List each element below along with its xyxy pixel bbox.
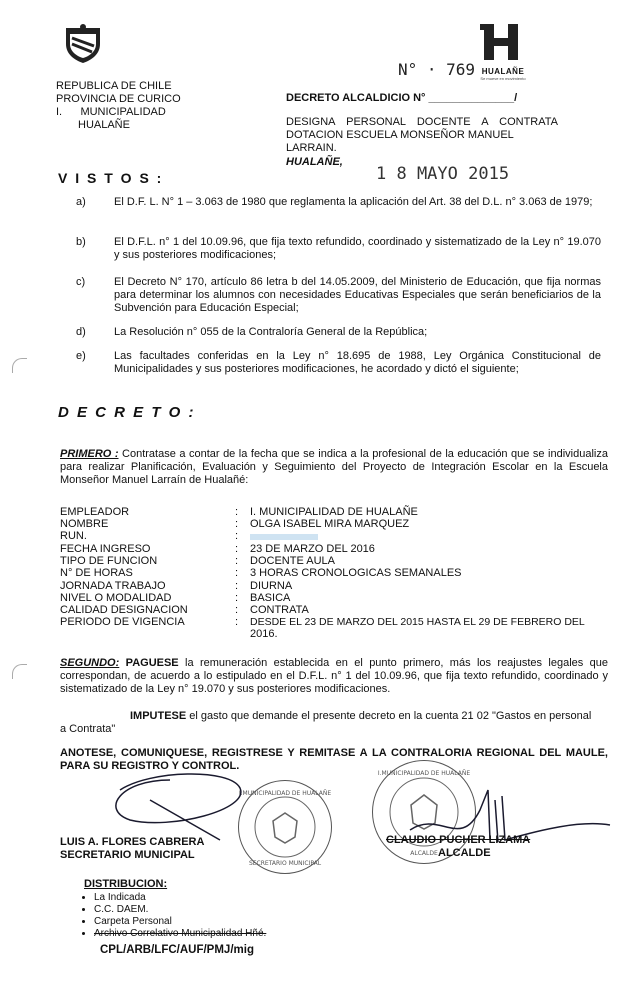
- segundo-text: la remuneración establecida en el punto primero, más los reajustes legales que correspondan, de acuerdo a lo estipulado en el D.F.L. n° 1 del 10.09.96, que fija texto refundido, coordinado y sistematizado de la Ley n° 19.070 y sus posteriores modificaciones.: [60, 657, 609, 695]
- svg-text:I.MUNICIPALIDAD DE HUALAÑE: I.MUNICIPALIDAD DE HUALAÑE: [377, 770, 471, 777]
- subject-line: DESIGNA PERSONAL DOCENTE A CONTRATA: [286, 116, 558, 128]
- municipal-crest-icon: [62, 22, 104, 64]
- primero-paragraph: [60, 448, 608, 487]
- item-letter: b): [76, 236, 86, 248]
- scan-mark: [12, 664, 27, 679]
- imputese-paragraph: [60, 710, 600, 736]
- scan-mark: [12, 358, 27, 373]
- issuer-line: I. MUNICIPALIDAD: [56, 106, 166, 118]
- decree-subject: [286, 116, 558, 155]
- distribucion-item: • La Indicada: [94, 892, 266, 904]
- signatory-right: [386, 834, 530, 860]
- segundo-verb: PAGUESE: [125, 657, 179, 669]
- vistos-title: V I S T O S :: [58, 170, 164, 186]
- redacted-run: [250, 534, 318, 540]
- field-key: RUN.: [60, 530, 87, 542]
- item-text: La Resolución n° 055 de la Contraloría General de la República;: [114, 326, 428, 338]
- item-text: El D.F. L. N° 1 – 3.063 de 1980 que reglamenta la aplicación del Art. 38 del D.L. n° 3.063 de 1979;: [114, 196, 593, 208]
- svg-text:ALCALDE: ALCALDE: [410, 850, 438, 857]
- segundo-paragraph: [60, 657, 608, 696]
- item-text: Las facultades conferidas en la Ley n° 18.695 de 1988, Ley Orgánica Constitucional de Municipalidades y sus posteriores modificaciones, he acordado y dictó el siguiente;: [114, 350, 601, 375]
- svg-text:I.MUNICIPALIDAD DE HUALAÑE: I.MUNICIPALIDAD DE HUALAÑE: [239, 790, 331, 797]
- item-letter: a): [76, 196, 86, 208]
- imputese-text: el gasto que demande el presente decreto en la cuenta 21 02 "Gastos en personal a Contrata": [60, 710, 592, 735]
- field-value: CONTRATA: [250, 604, 309, 616]
- field-value: 3 HORAS CRONOLOGICAS SEMANALES: [250, 567, 462, 579]
- field-key: TIPO DE FUNCION: [60, 555, 158, 567]
- hualane-logo: [478, 22, 528, 81]
- item-letter: d): [76, 326, 86, 338]
- hualane-h-icon: [478, 22, 528, 62]
- item-text: El Decreto N° 170, artículo 86 letra b del 14.05.2009, del Ministerio de Educación, que fija normas para determinar los alumnos con necesidades Educativas Especiales que serán beneficiarios de la Subvención para Educación Especial;: [114, 276, 601, 314]
- signatory-left-title: SECRETARIO MUNICIPAL: [60, 849, 195, 861]
- field-key: N° DE HORAS: [60, 567, 133, 579]
- decree-number-label: DECRETO ALCALDICIO N° ______________/: [286, 92, 518, 104]
- date-stamp: 1 8 MAYO 2015: [376, 164, 510, 184]
- imputese-verb: IMPUTESE: [130, 710, 187, 722]
- issuer-line: REPUBLICA DE CHILE: [56, 80, 172, 92]
- field-value: OLGA ISABEL MIRA MARQUEZ: [250, 518, 410, 530]
- distribucion-item: • Carpeta Personal: [94, 916, 266, 928]
- segundo-label: SEGUNDO:: [60, 657, 120, 669]
- field-value: DIURNA: [250, 580, 293, 592]
- initials: CPL/ARB/LFC/AUF/PMJ/mig: [100, 944, 254, 956]
- field-value: 2016.: [250, 628, 278, 640]
- subject-line: DOTACION ESCUELA MONSEÑOR MANUEL LARRAIN.: [286, 129, 514, 154]
- handwritten-decree-number: N° · 769: [398, 60, 476, 79]
- field-key: JORNADA TRABAJO: [60, 580, 166, 592]
- field-value: DOCENTE AULA: [250, 555, 335, 567]
- signatory-left: [60, 836, 204, 862]
- signatory-right-name: CLAUDIO PUCHER LIZAMA: [386, 834, 531, 846]
- distribucion-item: • C.C. DAEM.: [94, 904, 266, 916]
- place-label: HUALAÑE,: [286, 156, 343, 168]
- issuer-block: [56, 80, 181, 132]
- field-value: 23 DE MARZO DEL 2016: [250, 543, 375, 555]
- field-key: FECHA INGRESO: [60, 543, 151, 555]
- distribucion-list: [70, 892, 266, 940]
- decreto-title: D E C R E T O :: [58, 404, 196, 421]
- primero-label: PRIMERO :: [60, 448, 119, 460]
- anotese-paragraph: ANOTESE, COMUNIQUESE, REGISTRESE Y REMITASE A LA CONTRALORIA REGIONAL DEL MAULE, PARA SU REGISTRO Y CONTROL.: [60, 747, 608, 772]
- item-text: El D.F.L. n° 1 del 10.09.96, que fija texto refundido, coordinado y sistematizado de la Ley n° 19.070 y sus posteriores modificaciones;: [114, 236, 601, 261]
- field-key: PERIODO DE VIGENCIA: [60, 616, 185, 628]
- logo-text: HUALAÑE: [481, 67, 525, 76]
- svg-text:SECRETARIO MUNICIPAL: SECRETARIO MUNICIPAL: [248, 860, 322, 867]
- field-key: NOMBRE: [60, 518, 109, 530]
- item-letter: e): [76, 350, 86, 362]
- field-key: CALIDAD DESIGNACION: [60, 604, 188, 616]
- distribucion-title: DISTRIBUCION:: [84, 878, 168, 890]
- distribucion-item: • Archivo Correlativo Municipalidad Hñé.: [94, 928, 266, 940]
- logo-tagline: Se mueve en movimiento: [480, 76, 526, 81]
- field-key: NIVEL O MODALIDAD: [60, 592, 172, 604]
- issuer-line: HUALAÑE: [78, 119, 130, 131]
- signatory-left-name: LUIS A. FLORES CABRERA: [60, 836, 205, 848]
- issuer-line: PROVINCIA DE CURICO: [56, 93, 181, 105]
- primero-text: Contratase a contar de la fecha que se indica a la profesional de la educación que se individualiza para realizar Planificación, Evaluación y Seguimiento del Proyecto de Integración Escolar en la Escuela Monseñor Manuel Larraín de Hualañé:: [60, 448, 608, 486]
- field-value: I. MUNICIPALIDAD DE HUALAÑE: [250, 506, 418, 518]
- field-value: BASICA: [250, 592, 291, 604]
- field-key: EMPLEADOR: [60, 506, 130, 518]
- field-value: DESDE EL 23 DE MARZO DEL 2015 HASTA EL 29 DE FEBRERO DEL: [250, 616, 585, 628]
- item-letter: c): [76, 276, 86, 288]
- signatory-right-title: ALCALDE: [438, 847, 491, 859]
